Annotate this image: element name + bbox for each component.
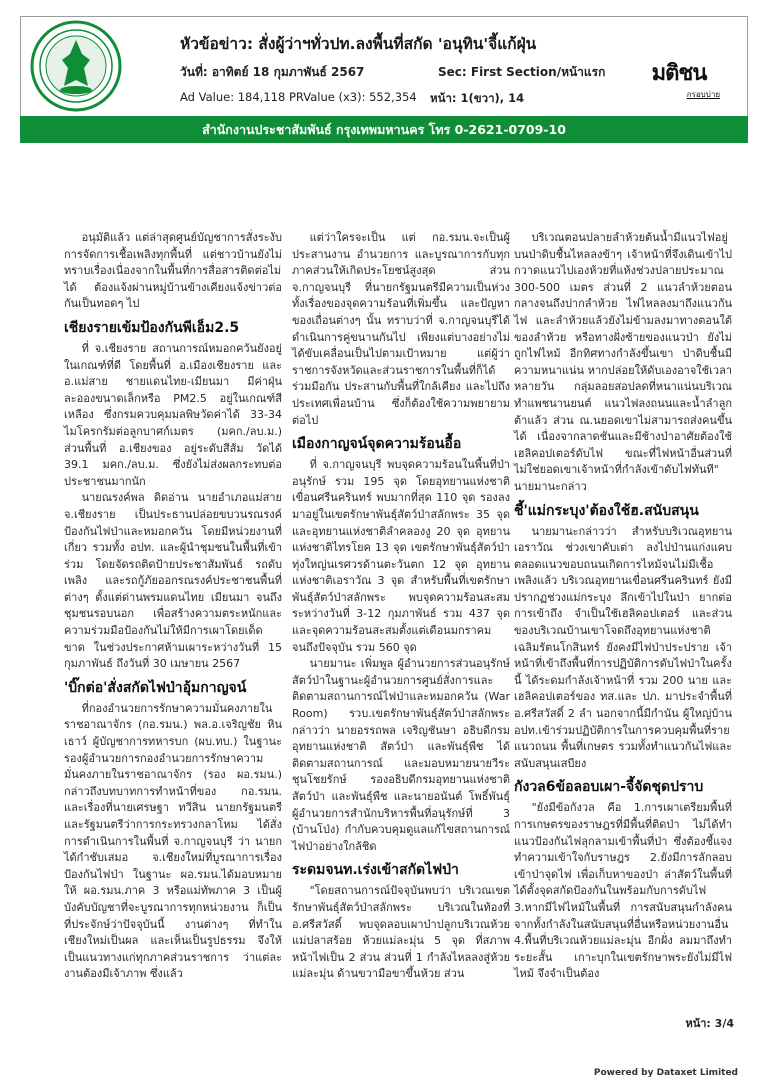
bma-seal-icon xyxy=(30,20,122,112)
publication-name: มติชน xyxy=(651,61,707,86)
publication-edition: กรอบบ่าย xyxy=(686,90,720,99)
article-subheading: ระดมจนท.เร่งเข้าสกัดไฟป่า xyxy=(292,862,459,879)
article-subheading: 'บิ๊กต่อ'สั่งสกัดไฟป่าอุ้มกาญจน์ xyxy=(64,679,247,696)
article-subheading: เชียงรายเข้มป้องกันพีเอ็ม2.5 xyxy=(64,319,240,336)
news-section: Sec: First Section/หน้าแรก xyxy=(438,65,606,79)
article-subheading: เมืองกาญจน์จุดความร้อนอื้อ xyxy=(292,436,462,453)
article-paragraph: นายมานะกล่าวว่า สำหรับบริเวณอุทยานเอราวัณ ช่วงเขาคับเต่า ลงไปป่านแก่งแคบตลอดแนวขอบถนนเกิดการไหม้จนไม่มีเชื้อเพลิงแล้ว บริเวณอุทยานเขื่อนศรีนครินทร์ ยังมีปรากฏช่วงแม่กระบุง ลึกเข้าไปในป่า ยากต่อการเข้าถึง จำเป็นใช้เฮลิคอปเตอร์ และส่วนของบริเวณบ้านเขาโจดถึงอุทยานแห่งชาติเฉลิมรัตนโกสินทร์ ยังคงมีไฟป่าประปราย เจ้าหน้าที่เข้าถึงพื้นที่การปฏิบัติการดับไฟป่าในครั้งนี้ ได้ระดมกำลังเจ้าหน้าที่ รวม 200 นาย และเฮลิคอปเตอร์ของ ทส.และ ปภ. มาประจำพื้นที่ อ.ศรีสวัสดิ์ 2 ลำ นอกจากนี้มีกำนัน ผู้ใหญ่บ้าน อปท.เข้าร่วมปฏิบัติการในการควบคุมพื้นที่รายแนวถนน พื้นที่เกษตร รวมทั้งทำแนวกันไฟและสนับสนุนเสบียง xyxy=(514,524,732,770)
article-paragraph: นายมานะ เพิ่มพูล ผู้อำนวยการส่วนอนุรักษ์สัตว์ป่าในฐานะผู้อำนวยการศูนย์สั่งการและติดตามสถานการณ์ไฟป่าและหมอกควัน (War Room) รวบ.เขตรักษาพันธุ์สัตว์ป่าสลักพระ กล่าวว่า นายอรรถพล เจริญชันษา อธิบดีกรมอุทยานแห่งชาติ สัตว์ป่า และพันธุ์พืช ได้ติดตามสถานการณ์ และมอบหมายนายวีระ ชุนโชยรักษ์ รองอธิบดีกรมอุทยานแห่งชาติ สัตว์ป่า และพันธุ์พืช และนายอนันต์ โพธิ์พันธุ์ ผู้อำนวยการสำนักบริหารพื้นที่อนุรักษ์ที่ 3 (บ้านโป่ง) กำกับควบคุมดูแลแก้ไขสถานการณ์ไฟป่าอย่างใกล้ชิด xyxy=(292,657,510,853)
article-paragraph: อนุมัติแล้ว แต่ล่าสุดศูนย์บัญชาการสั่งระงับการจัดการเชื้อเพลิงทุกพื้นที่ แต่ชาวบ้านยังไม่ทราบเรื่องเนื่องจากในพื้นที่การสื่อสารติดต่อไม่ได้ ต้องแจ้งผ่านหมู่บ้านข้างเคียงแจ้งข่าวต่อกันเป็นทอดๆ ไป xyxy=(64,231,282,311)
article-paragraph: แต่ว่าใครจะเป็น แต่ กอ.รมน.จะเป็นผู้ประสานงาน อำนวยการ และบูรณาการกับทุกภาคส่วนให้เกิดประโยชน์สูงสุด ส่วน จ.กาญจนบุรี ที่นายกรัฐมนตรีมีความเป็นห่วง ทั้งเรื่องของจุดความร้อนที่เพิ่มขึ้น และปัญหาของเถื่อนต่างๆ นั้น ทราบว่าที่ จ.กาญจนบุรีได้ดำเนินการคู่ขนานกันไป เพียงแต่บางอย่างไม่ได้ขับเคลื่อนเป็นไปตามเป้าหมาย แต่ผู้ว่าราชการจังหวัดและส่วนราชการในพื้นที่ก็ได้ร่วมมือกัน ประสานกับพื้นที่ใกล้เคียง และไปถึงประเทศเพื่อนบ้าน ซึ่งก็ต้องใช้ความพยายามต่อไป xyxy=(292,231,510,427)
article-subheading: ชี้'แม่กระบุง'ต้องใช้ฮ.สนับสนุน xyxy=(514,502,699,519)
article-paragraph: นายณรงค์พล ดิดอ่าน นายอำเภอแม่สาย จ.เชียงราย เป็นประธานปล่อยขบวนรณรงค์ป้องกันไฟป่าและหมอกควัน โดยมีหน่วยงานที่เกี่ยว รวมทั้ง อปท. และผู้นำชุมชนในพื้นที่เข้าร่วม โดยจัดรถติดป้ายประชาสัมพันธ์ รถดับเพลิง และรถกู้ภัยออกรณรงค์ประชาชนพื้นที่ต่างๆ ตั้งแต่ด่านพรมแดนไทย เมียนมา จนถึงชุมชนรอบนอก เพื่อสร้างความตระหนักและความร่วมมือป้องกันไม่ให้มีการเผาโดยเด็ดขาด ในช่วงประกาศห้ามเผาระหว่างวันที่ 15 กุมภาพันธ์ ถึงวันที่ 30 เมษายน 2567 xyxy=(64,491,282,671)
article-column-1 xyxy=(64,230,282,983)
powered-by: Powered by Dataxet Limited xyxy=(593,1068,738,1078)
article-column-3 xyxy=(514,230,732,983)
article-paragraph: "โดยสถานการณ์ปัจจุบันพบว่า บริเวณเขตรักษาพันธุ์สัตว์ป่าสลักพระ บริเวณในท้องที่ อ.ศรีสวัสดิ์ พบจุดลอบเผาป่าปลูกบริเวณห้วยแม่ปลาสร้อย ห้วยแม่ละมุ่น 5 จุด ที่สภาพหน้าไฟเป็น 2 ส่วน ส่วนที่ 1 กำลังไหลลงสู่ห้วยแม่ละมุ่น ด้านขวามือขาขึ้นห้วย ส่วน xyxy=(292,884,510,981)
publication-logo xyxy=(638,55,720,101)
article-subheading: กังวล6ข้อลอบเผา-จี้จัดชุดปราบ xyxy=(514,779,704,796)
ad-value-text: Ad Value: 184,118 PRValue (x3): 552,354 xyxy=(180,90,417,104)
page-number: หน้า: 3/4 xyxy=(685,1017,734,1030)
agency-banner: สำนักงานประชาสัมพันธ์ กรุงเทพมหานคร โทร 0-2621-0709-10 xyxy=(20,116,748,143)
article-paragraph: "ยังมีข้อกังวล คือ 1.การเผาเตรียมพื้นที่การเกษตรของราษฎรที่มีพื้นที่ติดป่า ไม่ได้ทำแนวป้องกันไฟลุกลามเข้าพื้นที่ป่า ซึ่งต้องชี้แจงทำความเข้าใจกับราษฎร 2.ยังมีการลักลอบเข้าป่าจุดไฟ เพื่อเก็บหาของป่า ล่าสัตว์ในพื้นที่ ได้ตั้งจุดสกัดป้องกันในพร้อมกับการดับไฟ 3.หากมีไฟไหม้ในพื้นที่ การสนับสนุนกำลังคนจากทั้งกำลังในสนับสนุนที่อื่นหรือหน่วยงานอื่น 4.พื้นที่บริเวณห้วยแม่ละมุ่น อีกฝั่ง ลมมาถึงทำระยะสั้น เกาะบุกในเขตรักษาพระยังไม่มีไฟไหม้ จึงจำเป็นต้อง xyxy=(514,801,732,981)
article-paragraph: บริเวณตอนปลายลำห้วยต้นน้ำมีแนวไฟอยู่บนป่าดิบชื้นไหลลงข้าๆ เจ้าหน้าที่จึงเดินเข้าไปกวาดแนวไปเองห้วยที่แห้งช่วงปลายประมาณ 300-500 เมตร ส่วนที่ 2 แนวลำห้วยตอนกลางจนถึงปากลำห้วย ไฟไหลลงมาถึงแนวกันไฟ และลำห้วยแล้วยังไม่ข้ามลงมาทางตอนใต้ของลำห้วย หรือทางฝั่งซ้ายของแนวป่า ยังไม่ถูกไฟไหม้ อีกทิศทางกำลังขึ้นเขา ป่าดิบชื้นมีความหนาแน่น หากปล่อยให้ดับเองอาจใช้เวลาหลายวัน กลุ่มลอยสอปลดที่หนาแน่นบริเวณ ทำแพชนานยนต์ แนวไฟลงถนนและน้ำลำลูกต้าแล้ว ส่วน ณ.นยอดเขาไม่สามารถส่งคนขึ้นได้ เนื่องจากลาดชันและมีช้างป่าอาศัยต้องใช้เฮลิคอปเตอร์ดับไฟ ขณะที่ไฟหน้าอื่นส่วนที่ไม่ใช่ยอดเขาเจ้าหน้าที่กำลังเข้าดับไฟทันที" นายมานะกล่าว xyxy=(514,231,732,493)
news-headline: หัวข้อข่าว: สั่งผู้ว่าฯทั่วปท.ลงพื้นที่สกัด 'อนุทิน'จี้แก้ฝุ่น xyxy=(180,35,537,53)
page-ref: หน้า: 1(ขวา), 14 xyxy=(430,91,525,105)
article-paragraph: ที่ จ.เชียงราย สถานการณ์หมอกควันยังอยู่ในเกณฑ์ที่ดี โดยพื้นที่ อ.เมืองเชียงราย และ อ.แม่สาย ชายแดนไทย-เมียนมา มีค่าฝุ่นละอองขนาดเล็กหรือ PM2.5 อยู่ในเกณฑ์สีเหลือง ซึ่งกรมควบคุมมลพิษวัดค่าได้ 33-34 ไมโครกรัมต่อลูกบาศก์เมตร (มคก./ลบ.ม.) ส่วนพื้นที่ อ.เชียงของ อยู่ระดับสีส้ม วัดได้ 39.1 มคก./ลบ.ม. ซึ่งยังไม่ส่งผลกระทบต่อประชาชนมากนัก xyxy=(64,341,282,488)
article-column-2 xyxy=(292,230,510,983)
article-paragraph: ที่ จ.กาญจนบุรี พบจุดความร้อนในพื้นที่ป่าอนุรักษ์ รวม 195 จุด โดยอุทยานแห่งชาติเขื่อนศรีนครินทร์ พบมากที่สุด 110 จุด รองลงมาอยู่ในเขตรักษาพันธุ์สัตว์ป่าสลักพระ 35 จุด และอุทยานแห่งชาติลำคลองงู 20 จุด อุทยานแห่งชาติไทรโยค 13 จุด เขตรักษาพันธุ์สัตว์ป่าทุ่งใหญ่นเรศวรด้านตะวันตก 12 จุด อุทยานแห่งชาติเอราวัณ 3 จุด สำหรับพื้นที่เขตรักษาพันธุ์สัตว์ป่าสลักพระ พบจุดความร้อนสะสมระหว่างวันที่ 3-12 กุมภาพันธ์ รวม 437 จุด และจุดความร้อนสะสมตั้งแต่เดือนมกราคมจนถึงปัจจุบัน รวม 560 จุด xyxy=(292,458,510,654)
news-date: วันที่: อาทิตย์ 18 กุมภาพันธ์ 2567 xyxy=(180,65,365,79)
ad-value xyxy=(180,90,525,105)
article-paragraph: ที่กองอำนวยการรักษาความมั่นคงภายในราชอาณาจักร (กอ.รมน.) พล.อ.เจริญชัย หินเธาว์ ผู้บัญชาการทหารบก (ผบ.ทบ.) ในฐานะ รองผู้อำนวยการกองอำนวยการรักษาความมั่นคงภายในราชอาณาจักร (รอง ผอ.รมน.) กล่าวถึงบทบาทการทำหน้าที่ของ กอ.รมน. และเรื่องที่นายเศรษฐา ทวีสิน นายกรัฐมนตรีและรัฐมนตรีว่าการกระทรวงกลาโหม ได้สั่งการดำเนินการในพื้นที่ จ.กาญจนบุรี ว่า นายกได้กำชับเสมอ จ.เชียงใหม่ที่บูรณาการเรื่องป้องกันไฟป่า ในฐานะ ผอ.รมน.ได้มอบหมายให้ ผอ.รมน.ภาค 3 หรือแม่ทัพภาค 3 เป็นผู้บังคับบัญชาที่จะบูรณาการทุกหน่วยงาน ก็เป็นที่ประจักษ์ว่าปัจจุบันนี้ งานต่างๆ ที่ทำในเชียงใหม่เป็นผล และเห็นเป็นรูปธรรม จึงให้เป็นแนวทางแก่ทุกภาคส่วนราชการ ว่าแต่ละงานต้องมีเจ้าภาพ ซึ่งแล้ว xyxy=(64,701,282,981)
